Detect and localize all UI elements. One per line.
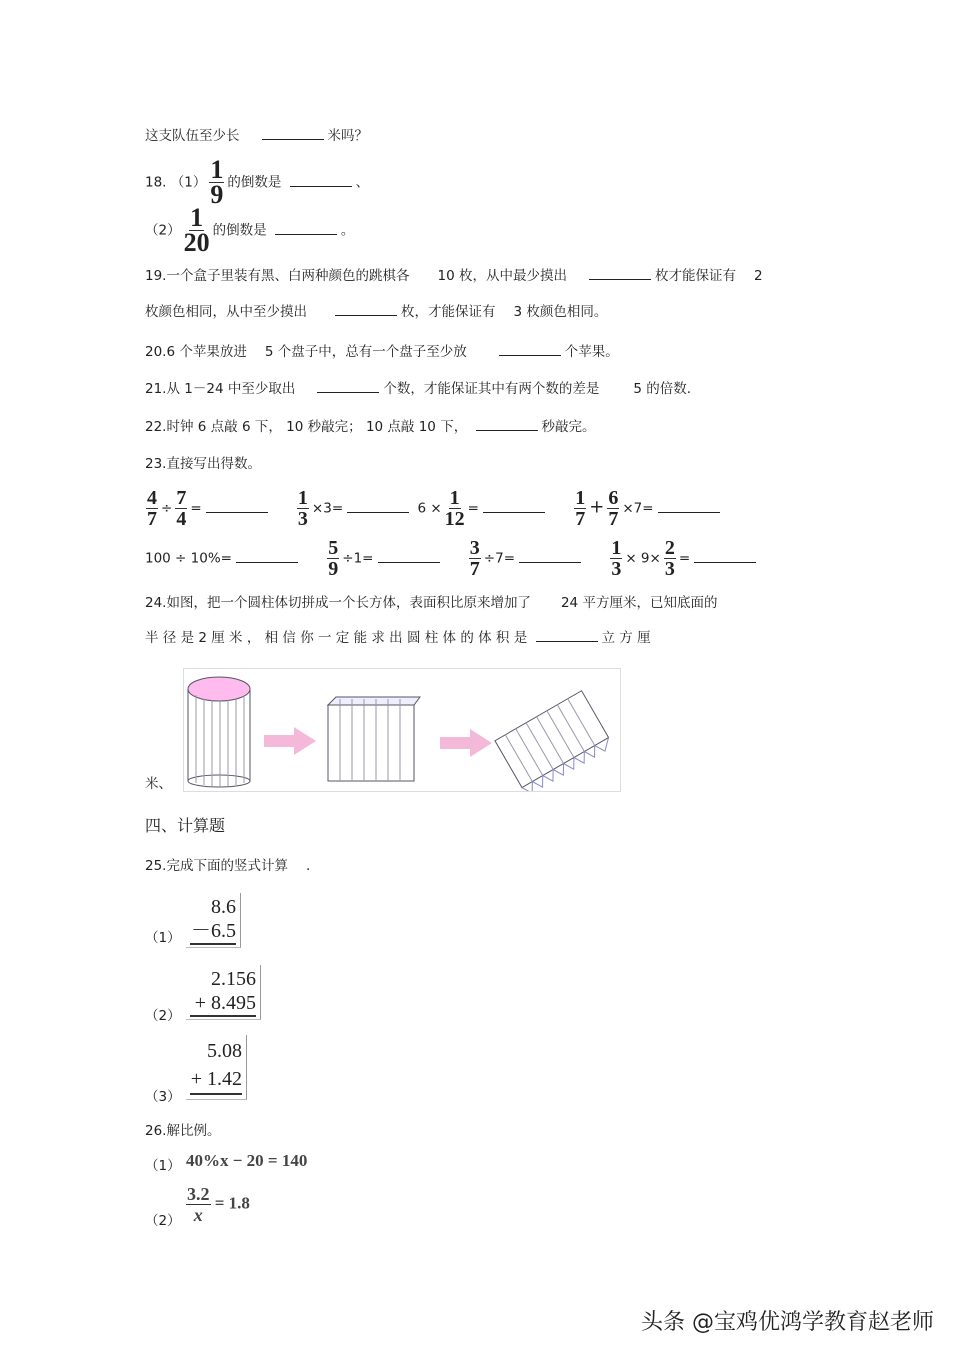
text: 秒敲完。 bbox=[541, 419, 596, 435]
text: 6 点敲 bbox=[197, 419, 238, 435]
fraction: $\frac{1}{7}$ bbox=[575, 487, 586, 530]
q25-item-label: （2） bbox=[145, 1008, 181, 1024]
q24-line1: 24.如图，把一个圆柱体切拼成一个长方体，表面积比原来增加了 24 平方厘米，已知底面的 bbox=[145, 595, 718, 611]
q20 bbox=[145, 343, 619, 361]
answer-blank[interactable] bbox=[519, 550, 581, 563]
text: 10 点敲 bbox=[365, 419, 415, 435]
q25-item-label: （3） bbox=[145, 1089, 181, 1105]
fraction: $\frac{7}{4}$ bbox=[176, 487, 187, 530]
cylinder-icon bbox=[188, 677, 250, 787]
answer-blank[interactable] bbox=[658, 500, 720, 513]
q19-line1 bbox=[145, 267, 763, 285]
answer-blank[interactable] bbox=[347, 500, 409, 513]
text: 枚颜色相同，从中至少摸出 bbox=[145, 304, 307, 320]
answer-blank[interactable] bbox=[378, 550, 440, 563]
text: 5 个盘子中，总有一个盘子至少放 bbox=[264, 344, 467, 360]
text: 枚，才能保证有 bbox=[401, 304, 496, 320]
text: 3 枚颜色相同。 bbox=[513, 304, 608, 320]
fraction: $\frac{1}{12}$ bbox=[444, 487, 465, 530]
vertical-calc-2: 2.156 + 8.495 bbox=[186, 965, 261, 1020]
q26-title: 26.解比例。 bbox=[145, 1123, 221, 1139]
q21 bbox=[145, 380, 691, 398]
q17-tail bbox=[145, 127, 368, 145]
arrow-icon bbox=[264, 727, 316, 755]
fraction: $\frac{4}{7}$ bbox=[147, 487, 157, 530]
section-heading: 四、计算题 bbox=[145, 816, 226, 835]
answer-blank[interactable] bbox=[317, 380, 379, 393]
text: （1） bbox=[170, 174, 207, 191]
answer-blank[interactable] bbox=[206, 500, 268, 513]
equation-2: $\frac{3.2}{x}$ = 1.8 bbox=[187, 1184, 250, 1225]
answer-blank[interactable] bbox=[536, 629, 598, 642]
text: 2 bbox=[753, 268, 763, 284]
vertical-calc-3: 5.08 + 1.42 bbox=[186, 1035, 247, 1100]
equation-1: 40%x − 20 = 140 bbox=[186, 1151, 308, 1170]
q18-part2 bbox=[145, 203, 355, 257]
text: 22.时钟 bbox=[145, 419, 194, 435]
text: 米吗？ bbox=[327, 128, 368, 144]
text: 个苹果。 bbox=[564, 344, 619, 360]
rectangular-prism-icon bbox=[328, 697, 420, 781]
text: 这支队伍至少长 bbox=[145, 128, 240, 144]
text: 10 下， bbox=[418, 419, 468, 435]
text: （2） bbox=[145, 222, 181, 239]
answer-blank[interactable] bbox=[335, 303, 397, 316]
q26-item-label: （1） bbox=[145, 1158, 181, 1174]
text: 、 bbox=[355, 174, 370, 191]
answer-blank[interactable] bbox=[589, 267, 651, 280]
arrow-icon bbox=[440, 729, 492, 757]
fraction: $\frac{6}{7}$ bbox=[608, 487, 619, 530]
q23-title: 23.直接写出得数。 bbox=[145, 456, 261, 472]
answer-blank[interactable] bbox=[262, 127, 324, 140]
q19-line2 bbox=[145, 303, 607, 321]
fraction: $\frac{1}{20}$ bbox=[183, 203, 210, 257]
tilted-prism-icon bbox=[495, 691, 614, 791]
cylinder-cut-figure bbox=[183, 668, 621, 792]
fraction: $\frac{5}{9}$ bbox=[328, 537, 339, 580]
question-number: 18. bbox=[145, 174, 167, 191]
text: 5 的倍数. bbox=[633, 381, 691, 397]
text: 10 秒敲完； bbox=[286, 419, 362, 435]
q24-line2: 半 径 是 2 厘 米 ， 相 信 你 一 定 能 求 出 圆 柱 体 的 体 积 是 立 方 厘 bbox=[145, 630, 651, 646]
text: 6 下， bbox=[241, 419, 282, 435]
text: 的倒数是 bbox=[227, 174, 282, 191]
fraction: $\frac{1}{9}$ bbox=[210, 155, 224, 209]
answer-blank[interactable] bbox=[290, 174, 352, 187]
text: 20.6 个苹果放进 bbox=[145, 344, 247, 360]
answer-blank[interactable] bbox=[275, 222, 337, 235]
fraction: $\frac{2}{3}$ bbox=[664, 537, 675, 580]
text: 个数，才能保证其中有两个数的差是 bbox=[383, 381, 600, 397]
fraction: $\frac{1}{3}$ bbox=[611, 537, 622, 580]
watermark: 头条 @宝鸡优鸿学教育赵老师 bbox=[641, 1310, 934, 1335]
text: 19.一个盒子里装有黑、白两种颜色的跳棋各 bbox=[145, 268, 410, 284]
answer-blank[interactable] bbox=[476, 418, 538, 431]
q23-row1: $\frac{4}{7}$ ÷ $\frac{7}{4}$ = $\frac{1}{3}$ ×3= 6 × $\frac{1}{12}$ = $\frac{1}{7}$ + $\frac{6}{7}$ ×7= bbox=[143, 488, 724, 529]
fraction: $\frac{3}{7}$ bbox=[469, 537, 480, 580]
fraction: $\frac{1}{3}$ bbox=[297, 487, 308, 530]
text: 21.从 1－24 中至少取出 bbox=[145, 381, 296, 397]
q25-item-label: （1） bbox=[145, 930, 181, 946]
q26-item-label: （2） bbox=[145, 1213, 181, 1229]
text: 10 枚，从中最少摸出 bbox=[437, 268, 567, 284]
vertical-calc-1: 8.6 －6.5 bbox=[186, 893, 241, 948]
text: 。 bbox=[340, 222, 355, 239]
q22 bbox=[145, 418, 596, 436]
q18-part1 bbox=[145, 155, 370, 209]
q25-title: 25.完成下面的竖式计算 . bbox=[145, 858, 311, 874]
answer-blank[interactable] bbox=[236, 550, 298, 563]
answer-blank[interactable] bbox=[483, 500, 545, 513]
text: 枚才能保证有 bbox=[654, 268, 736, 284]
q23-row2: 100 ÷ 10%= $\frac{5}{9}$ ÷1= $\frac{3}{7}$ ÷7= $\frac{1}{3}$ × 9× $\frac{2}{3}$ = bbox=[145, 538, 760, 579]
answer-blank[interactable] bbox=[694, 550, 756, 563]
answer-blank[interactable] bbox=[499, 343, 561, 356]
text: 的倒数是 bbox=[212, 222, 267, 239]
q24-line3: 米、 bbox=[145, 776, 172, 792]
